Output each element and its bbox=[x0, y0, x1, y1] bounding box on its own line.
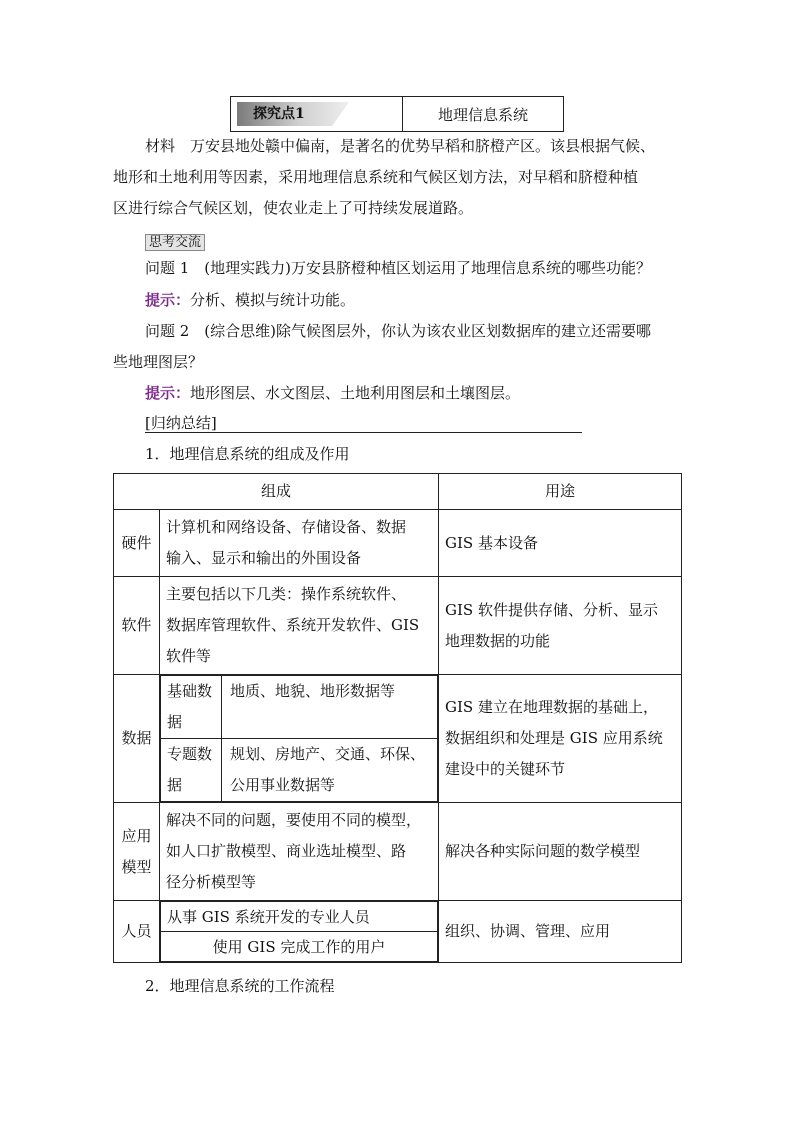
section-tag-label: 探究点1 bbox=[253, 106, 305, 122]
model-desc-line-3: 径分析模型等 bbox=[166, 873, 257, 891]
question-2-line-2: 些地理图层？ bbox=[113, 353, 204, 371]
software-desc-line-3: 软件等 bbox=[166, 647, 212, 665]
data-basic-label-line-1: 基础数 bbox=[167, 682, 213, 700]
model-use: 解决各种实际问题的数学模型 bbox=[439, 803, 682, 901]
hint-1-label: 提示： bbox=[145, 291, 191, 309]
hint-2-text: 地形图层、水文图层、土地利用图层和土壤图层。 bbox=[190, 384, 521, 402]
discussion-tag: 思考交流 bbox=[145, 234, 205, 251]
material-line-3: 区进行综合气候区划，使农业走上了可持续发展道路。 bbox=[113, 199, 474, 217]
hint-2 bbox=[145, 383, 520, 403]
section-tag bbox=[231, 97, 403, 131]
data-use-line-1: GIS 建立在地理数据的基础上， bbox=[445, 698, 658, 716]
data-basic-row bbox=[161, 676, 438, 739]
software-desc-line-1: 主要包括以下几类：操作系统软件、 bbox=[166, 585, 407, 603]
people-use: 组织、协调、管理、应用 bbox=[439, 901, 682, 963]
people-subtable-cell bbox=[160, 901, 439, 963]
data-thematic-desc-line-1: 规划、房地产、交通、环保、 bbox=[230, 745, 426, 763]
data-thematic-desc bbox=[222, 739, 438, 802]
data-thematic-label-line-2: 据 bbox=[167, 776, 183, 794]
people-label: 人员 bbox=[114, 901, 160, 963]
discussion-tag-wrapper bbox=[145, 232, 205, 251]
section-header-box bbox=[230, 96, 564, 132]
data-thematic-label-line-1: 专题数 bbox=[167, 745, 213, 763]
header-composition: 组成 bbox=[114, 474, 439, 510]
summary-label: [归纳总结] bbox=[145, 414, 217, 432]
section-1-heading: 1．地理信息系统的组成及作用 bbox=[145, 445, 350, 463]
data-use-line-2: 数据组织和处理是 GIS 应用系统 bbox=[445, 729, 663, 747]
model-desc bbox=[160, 803, 439, 901]
table-row-data bbox=[114, 675, 682, 803]
material-line-1: 材料 万安县地处赣中偏南，是著名的优势早稻和脐橙产区。该县根据气候、 bbox=[145, 137, 656, 155]
data-basic-label-line-2: 据 bbox=[167, 713, 183, 731]
model-desc-line-2: 如人口扩散模型、商业选址模型、路 bbox=[166, 842, 407, 860]
section-2-heading: 2．地理信息系统的工作流程 bbox=[145, 977, 335, 995]
data-thematic-label bbox=[161, 739, 222, 802]
table-header-row bbox=[114, 474, 682, 510]
data-label: 数据 bbox=[114, 675, 160, 803]
table-row-software bbox=[114, 577, 682, 675]
data-use bbox=[439, 675, 682, 803]
hardware-desc bbox=[160, 510, 439, 577]
question-1: 问题 1 (地理实践力)万安县脐橙种植区划运用了地理信息系统的哪些功能？ bbox=[145, 259, 652, 277]
table-row-model bbox=[114, 803, 682, 901]
hardware-use: GIS 基本设备 bbox=[439, 510, 682, 577]
model-label bbox=[114, 803, 160, 901]
software-desc-line-2: 数据库管理软件、系统开发软件、GIS bbox=[166, 616, 420, 634]
gis-components-table bbox=[113, 473, 682, 963]
people-user-row bbox=[161, 932, 438, 962]
hint-1 bbox=[145, 290, 355, 310]
question-2-line-1: 问题 2 (综合思维)除气候图层外，你认为该农业区划数据库的建立还需要哪 bbox=[145, 322, 652, 340]
software-label: 软件 bbox=[114, 577, 160, 675]
software-use bbox=[439, 577, 682, 675]
header-use: 用途 bbox=[439, 474, 682, 510]
data-subtable bbox=[160, 675, 438, 802]
people-subtable bbox=[160, 901, 438, 962]
people-developer: 从事 GIS 系统开发的专业人员 bbox=[161, 902, 438, 932]
model-desc-line-1: 解决不同的问题，要使用不同的模型， bbox=[166, 811, 422, 829]
data-basic-desc: 地质、地貌、地形数据等 bbox=[222, 676, 438, 739]
hardware-desc-line-1: 计算机和网络设备、存储设备、数据 bbox=[166, 518, 407, 536]
hardware-desc-line-2: 输入、显示和输出的外围设备 bbox=[166, 549, 362, 567]
software-use-line-2: 地理数据的功能 bbox=[445, 631, 551, 650]
table-row-hardware bbox=[114, 510, 682, 577]
people-user: 使用 GIS 完成工作的用户 bbox=[161, 932, 438, 962]
section-title: 地理信息系统 bbox=[437, 105, 528, 124]
data-thematic-row bbox=[161, 739, 438, 802]
table-row-people bbox=[114, 901, 682, 963]
data-subtable-cell bbox=[160, 675, 439, 803]
material-line-2: 地形和土地利用等因素，采用地理信息系统和气候区划方法，对早稻和脐橙种植 bbox=[113, 168, 639, 186]
people-developer-row bbox=[161, 902, 438, 932]
software-use-line-1: GIS 软件提供存储、分析、显示 bbox=[445, 600, 658, 619]
software-desc bbox=[160, 577, 439, 675]
hint-1-text: 分析、模拟与统计功能。 bbox=[190, 291, 356, 309]
model-label-line-2: 模型 bbox=[121, 857, 152, 876]
hardware-label: 硬件 bbox=[114, 510, 160, 577]
data-thematic-desc-line-2: 公用事业数据等 bbox=[230, 776, 336, 794]
hint-2-label: 提示： bbox=[145, 384, 191, 402]
model-label-line-1: 应用 bbox=[121, 826, 152, 845]
summary-rule bbox=[145, 432, 582, 433]
data-use-line-3: 建设中的关键环节 bbox=[445, 760, 566, 778]
data-basic-label bbox=[161, 676, 222, 739]
